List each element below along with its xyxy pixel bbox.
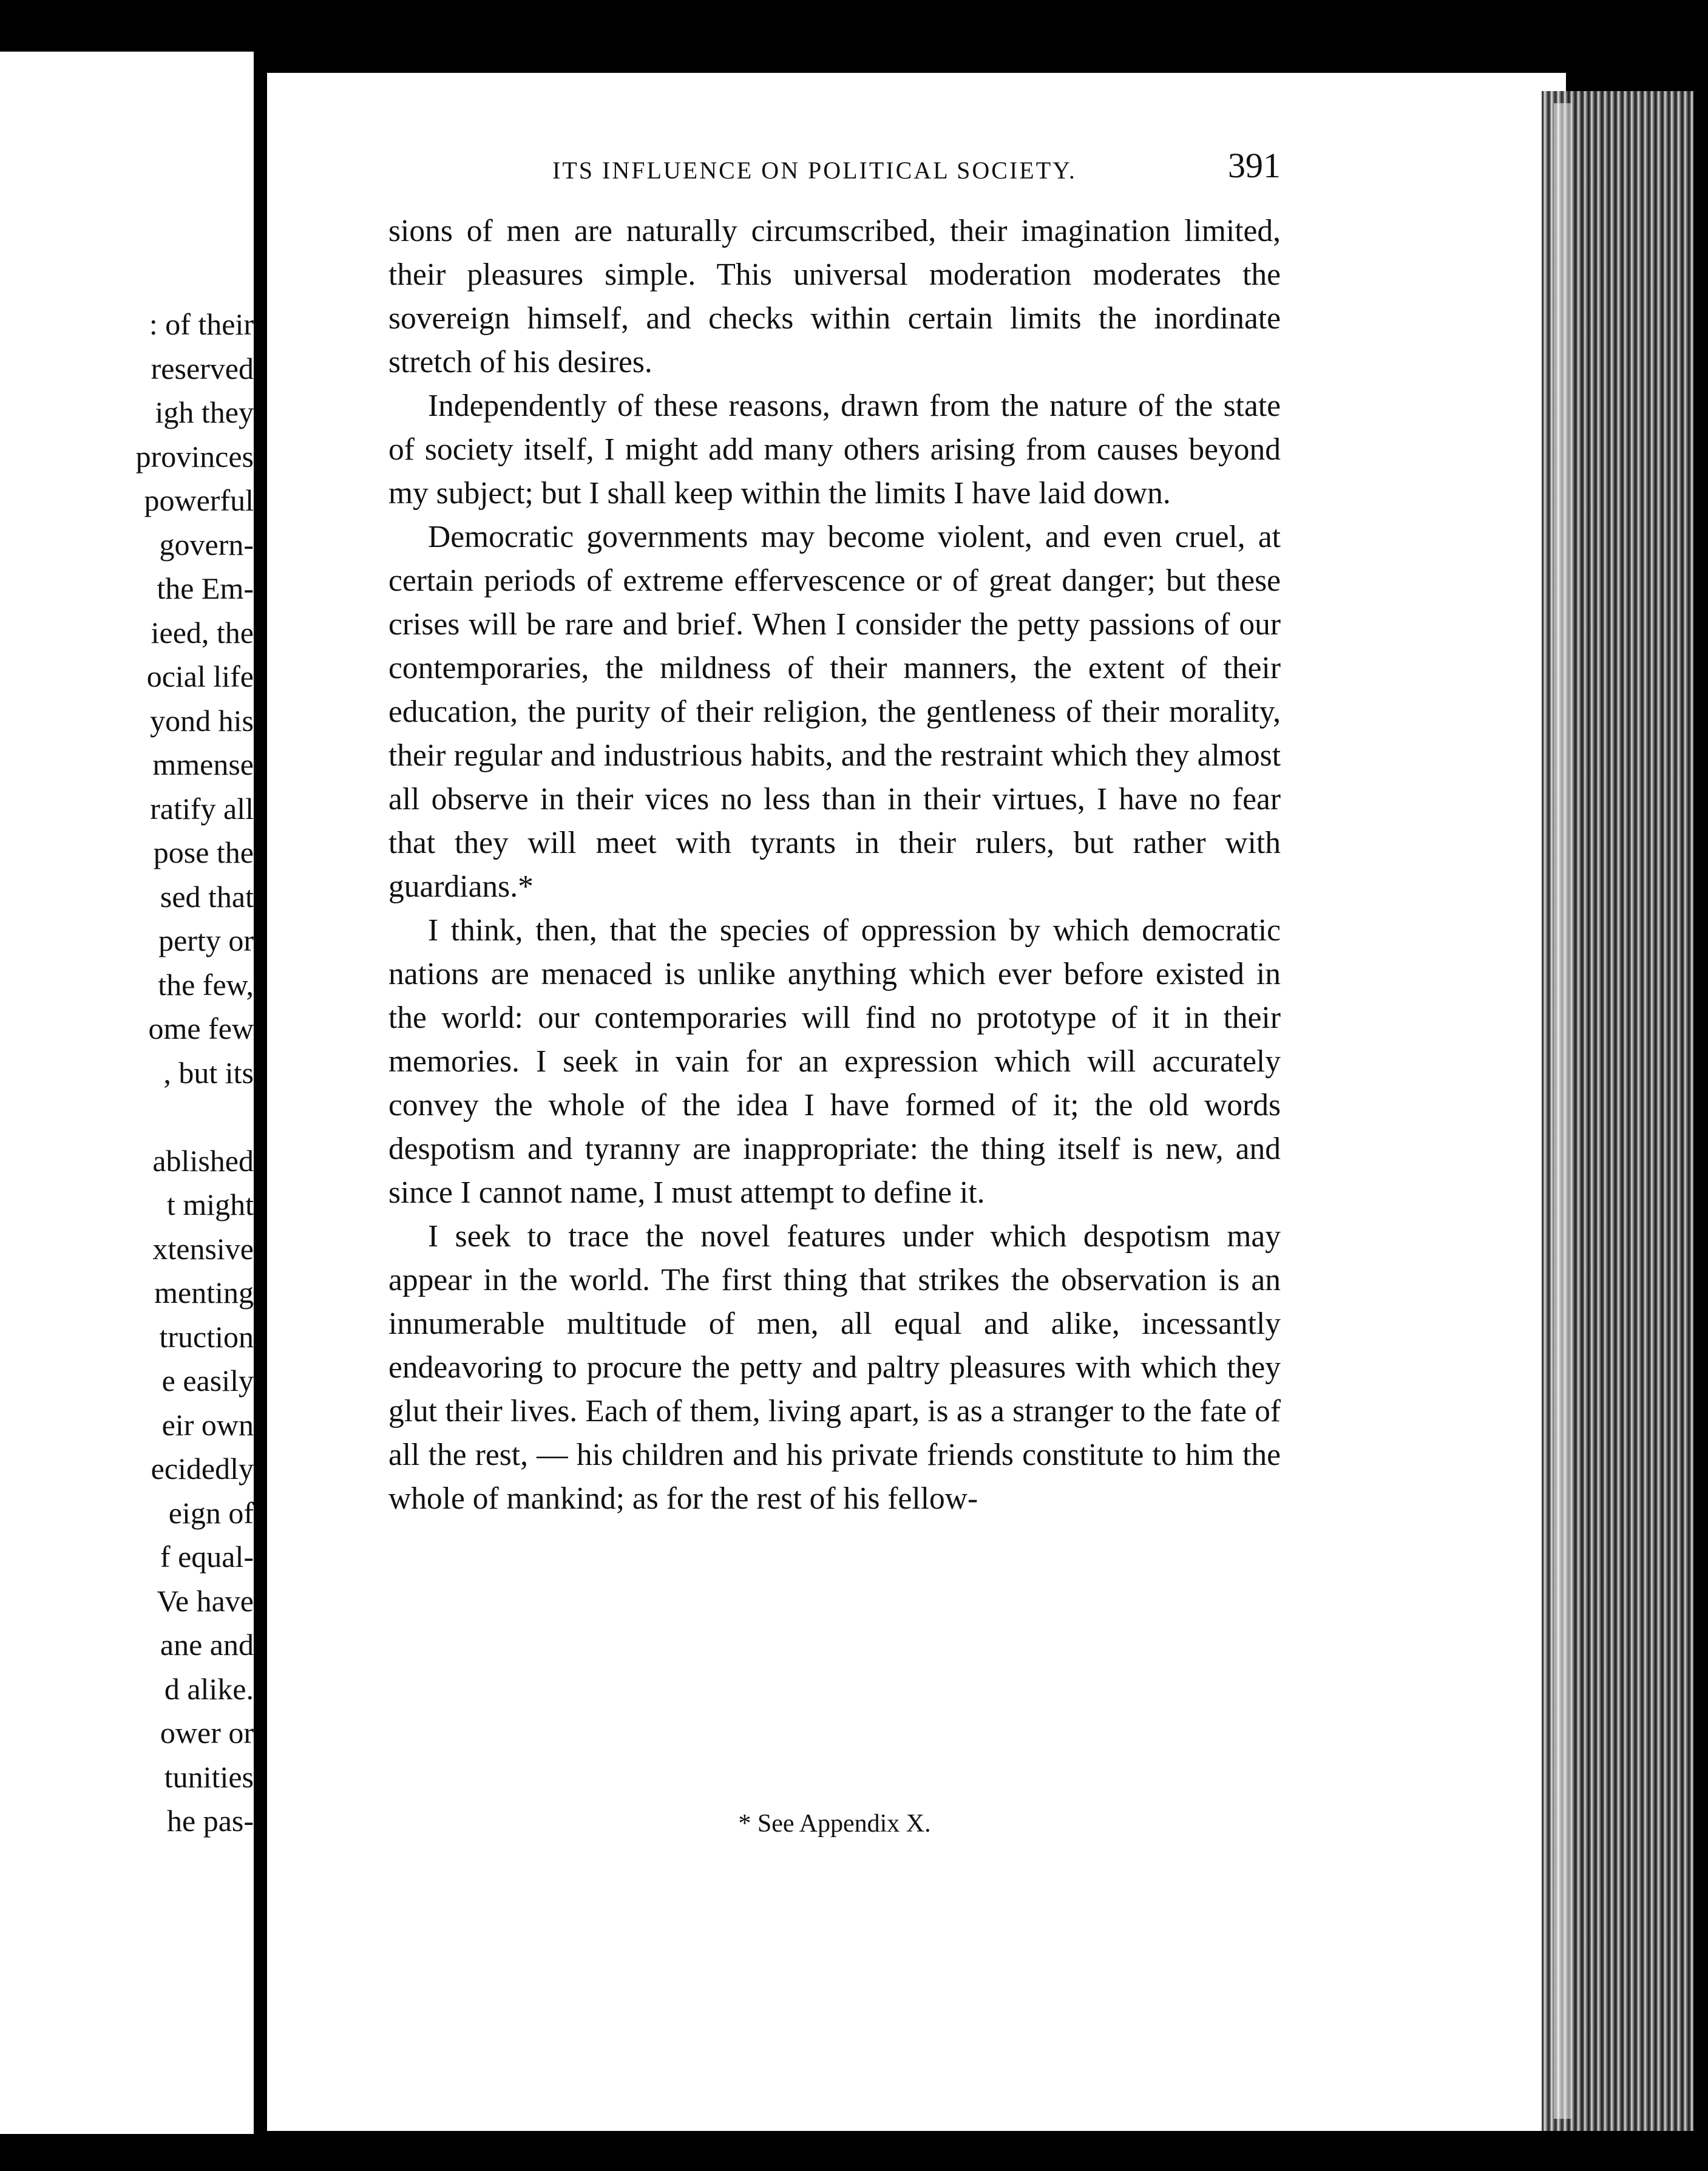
left-page-line: e easily [161, 1364, 254, 1398]
left-page-line: d alike. [164, 1671, 254, 1706]
left-page-line: igh they [155, 395, 254, 429]
page-fore-edge-highlight [1554, 103, 1572, 2119]
left-page-line: he pas- [167, 1804, 254, 1838]
left-page-line: : of their [149, 307, 254, 341]
left-page-line: reserved [151, 351, 254, 386]
left-page-line: perty or [158, 923, 254, 957]
left-page-line: ieed, the [151, 615, 254, 650]
left-page-line: Ve have [157, 1583, 254, 1618]
left-page-line: menting [154, 1276, 254, 1310]
left-page-line: , but its [163, 1055, 254, 1090]
left-page-line: truction [159, 1319, 254, 1354]
paragraph-3: Democratic governments may become violent, and even cruel, at certain periods of extreme effervescence or of great danger; but these crises will be rare and brief. When I consider the petty passions of our contemporaries, the mildness of their manners, the extent of their education, the purity of their religion, the gentleness of their morality, their regular and industrious habits, and the restraint which they almost all observe in their vices no less than in their virtues, I have no fear that they will meet with tyrants in their rulers, but rather with guardians.* [388, 520, 1281, 904]
left-page-line: t might [166, 1187, 254, 1221]
paragraph-2: Independently of these reasons, drawn from the nature of the state of society itself, I might add many others arising from causes beyond my subject; but I shall keep within the limits I have laid down. [388, 389, 1281, 511]
left-page-line: ocial life [146, 659, 254, 693]
left-page-line: ablished [152, 1143, 254, 1178]
running-head [388, 146, 1281, 209]
left-page-line: tunities [164, 1759, 254, 1794]
book-gutter [254, 52, 267, 2134]
page-number: 391 [1228, 146, 1281, 185]
paragraph-1: sions of men are naturally circumscribed, their imagination limited, their pleasures simple. This universal moderation moderates the sovereign himself, and checks within certain limits the inordinate stretch of his desires. [388, 214, 1281, 379]
left-page-line: govern- [159, 527, 254, 562]
running-head-title: ITS INFLUENCE ON POLITICAL SOCIETY. [552, 157, 1077, 184]
book-page [267, 73, 1566, 2131]
footnote: * See Appendix X. [738, 1810, 931, 1838]
left-page-line: the Em- [157, 571, 254, 605]
left-page-line: yond his [150, 703, 254, 738]
left-page-line: provinces [135, 439, 254, 474]
left-page-line: ecidedly [151, 1452, 254, 1486]
left-page-line: ane and [160, 1628, 254, 1662]
left-page-line: ratify all [150, 791, 254, 826]
left-page-line: ower or [160, 1716, 254, 1750]
left-page-line: pose the [153, 835, 254, 869]
left-page-line: sed that [160, 879, 254, 914]
left-page-line: mmense [152, 747, 254, 781]
left-page-line: xtensive [152, 1231, 254, 1266]
left-page-line: eign of [168, 1495, 254, 1530]
left-page-line: ome few [148, 1011, 254, 1045]
page-text-block [388, 146, 1281, 1521]
paragraph-5: I seek to trace the novel features under which despotism may appear in the world. The first thing that strikes the observation is an innumerable multitude of men, all equal and alike, incessantly endeavoring to procure the petty and paltry pleasures with which they glut their lives. Each of them, living apart, is as a stranger to the fate of all the rest, — his children and his private friends constitute to him the whole of mankind; as for the rest of his fellow- [388, 1219, 1281, 1516]
paragraph-4: I think, then, that the species of oppression by which democratic nations are menaced is unlike anything which ever before existed in the world: our contemporaries will find no prototype of it in their memories. I seek in vain for an expression which will accurately convey the whole of the idea I have formed of it; the old words despotism and tyranny are inappropriate: the thing itself is new, and since I cannot name, I must attempt to define it. [388, 913, 1281, 1210]
left-page-line: powerful [144, 483, 254, 517]
left-page-line: eir own [161, 1407, 254, 1442]
left-page-line: the few, [158, 967, 254, 1002]
left-page-fragment [0, 52, 254, 2134]
left-page-line: f equal- [160, 1540, 254, 1574]
